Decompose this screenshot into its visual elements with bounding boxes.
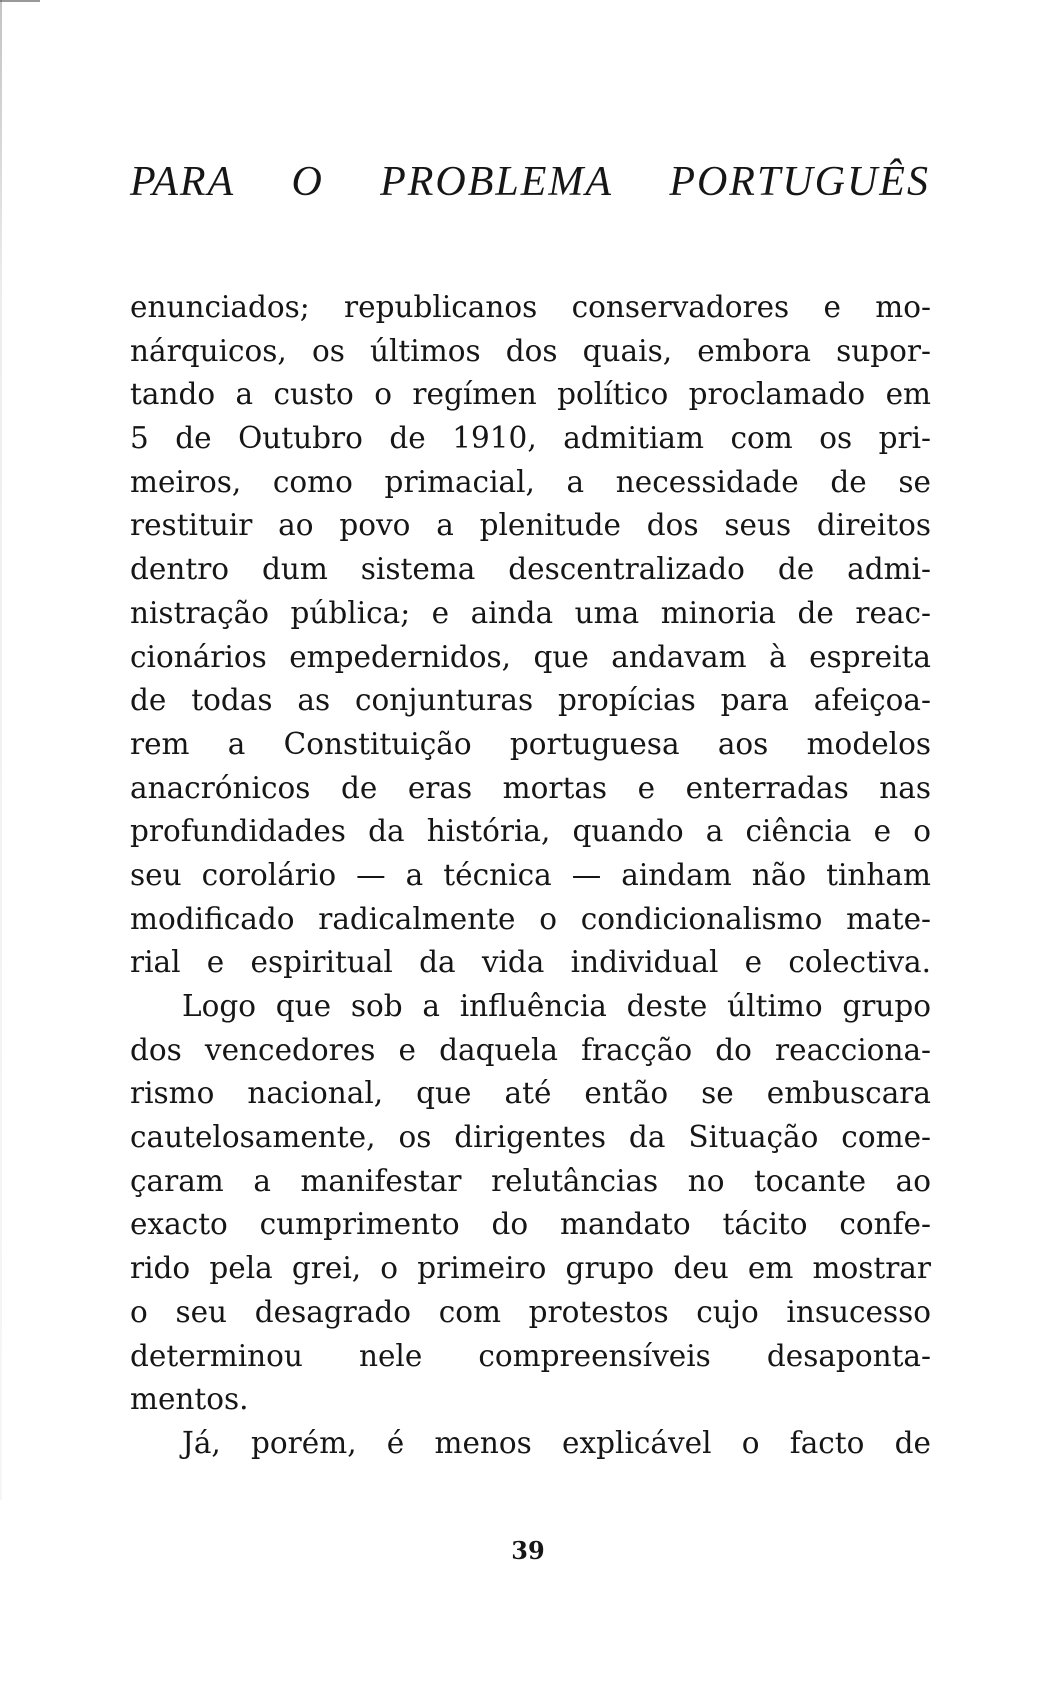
text-line: çaram a manifestar relutâncias no tocante ao [130, 1163, 931, 1198]
text-line: mentos. [130, 1382, 249, 1417]
text-line: nárquicos, os últimos dos quais, embora supor- [130, 333, 931, 368]
text-line: cionários empedernidos, que andavam à espreita [130, 639, 931, 674]
text-line: rismo nacional, que até então se embuscara [130, 1076, 931, 1111]
text-line: meiros, como primacial, a necessidade de se [130, 464, 931, 499]
text-line: dos vencedores e daquela fracção do reacciona- [130, 1032, 931, 1067]
text-line: exacto cumprimento do mandato tácito confe- [130, 1207, 931, 1242]
scan-edge-mark [0, 0, 2, 1500]
text-line: determinou nele compreensíveis desaponta- [130, 1338, 931, 1373]
text-line: enunciados; republicanos conservadores e mo- [130, 290, 931, 324]
running-head-word: PROBLEMA [380, 159, 614, 205]
text-line: Já, porém, é menos explicável o facto de [182, 1425, 931, 1460]
text-line: tando a custo o regímen político proclamado em [130, 377, 931, 412]
text-line: rial e espiritual da vida individual e colectiva. [130, 945, 931, 980]
text-line: modificado radicalmente o condicionalismo mate- [130, 901, 931, 936]
page-number: 39 [511, 1536, 545, 1565]
text-line: o seu desagrado com protestos cujo insucesso [130, 1294, 931, 1329]
text-line: cautelosamente, os dirigentes da Situação come- [130, 1120, 931, 1155]
text-line: profundidades da história, quando a ciência e o [130, 814, 931, 849]
text-line: rido pela grei, o primeiro grupo deu em mostrar [130, 1251, 931, 1286]
text-line: dentro dum sistema descentralizado de admi- [130, 552, 931, 587]
text-line: rem a Constituição portuguesa aos modelos [130, 726, 931, 761]
text-line: seu corolário — a técnica — aindam não tinham [130, 857, 931, 892]
text-line: 5 de Outubro de 1910, admitiam com os pri- [130, 421, 931, 456]
body-text [130, 286, 931, 1466]
text-line: nistração pública; e ainda uma minoria de reac- [130, 595, 931, 630]
running-head [130, 158, 930, 206]
text-line: Logo que sob a influência deste último grupo [182, 989, 931, 1023]
text-line: restituir ao povo a plenitude dos seus direitos [130, 508, 931, 543]
running-head-word: O [291, 159, 324, 205]
text-line: de todas as conjunturas propícias para afeiçoa- [130, 683, 931, 718]
running-head-word: PORTUGUÊS [669, 159, 930, 205]
running-head-word: PARA [130, 159, 236, 205]
text-line: anacrónicos de eras mortas e enterradas nas [130, 770, 931, 805]
scan-corner-mark [0, 0, 40, 2]
